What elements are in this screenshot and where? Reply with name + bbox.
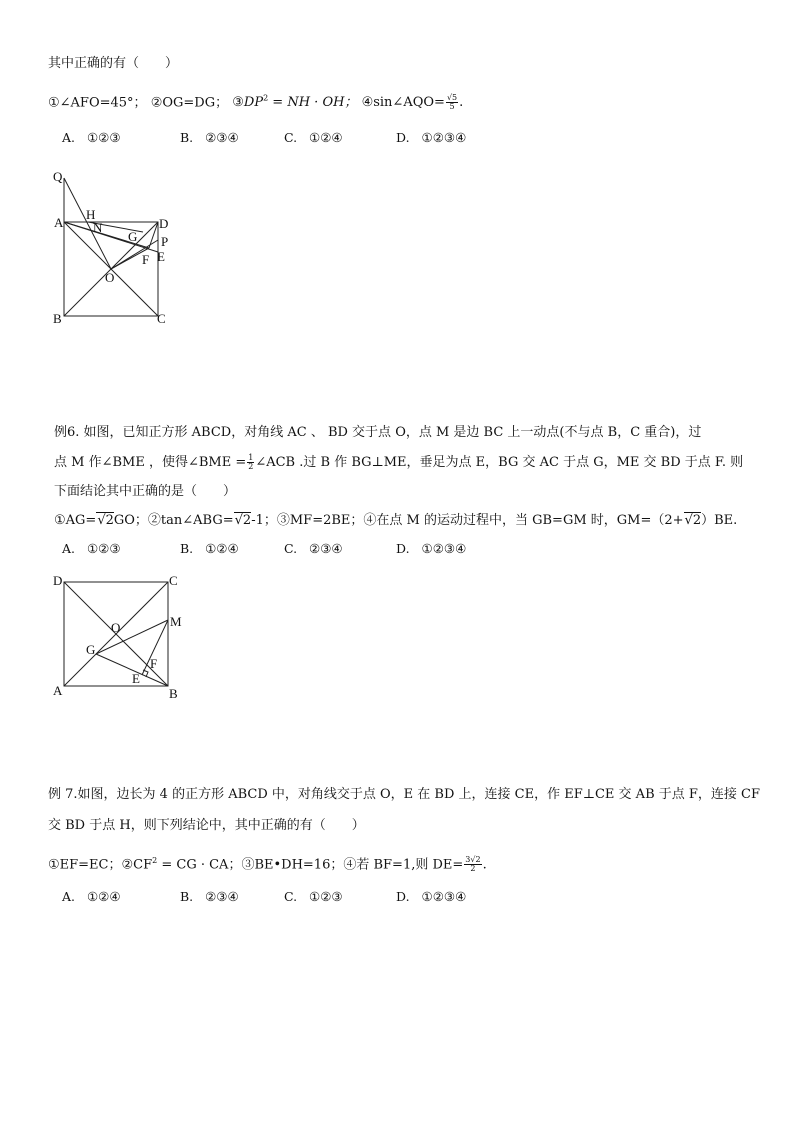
q5-statement-2: ②OG=DG； xyxy=(150,95,229,111)
q5-option-b[interactable]: B. ②③④ xyxy=(180,130,239,145)
q5-options xyxy=(62,130,466,146)
q7-option-a[interactable]: A. ①②④ xyxy=(62,889,121,904)
q5-square xyxy=(64,222,158,316)
q6-diagonal-bd xyxy=(64,582,168,686)
q5-label-f: F xyxy=(142,252,150,267)
q5-label-p: P xyxy=(161,234,169,249)
q5-option-d[interactable]: D. ①②③④ xyxy=(396,130,467,145)
q6-label-o: O xyxy=(111,620,121,635)
q6-label-b: B xyxy=(169,686,178,701)
q5-line-hg xyxy=(88,222,143,232)
q6-text-line-2: 点 M 作∠BME ，使得∠BME = $\frac{1}{2}$ ∠ACB .过 B 作 BG⊥ME，垂足为点 E，BG 交 AC 于点 G，ME 交 BD 于点 F. 则 xyxy=(54,453,744,471)
q6-option-b[interactable]: B. ①②④ xyxy=(180,541,239,556)
q5-diagonal-bd xyxy=(64,222,158,316)
q5-statement-4: ④sin∠AQO= $\frac{√5}{5}$ . xyxy=(361,93,464,112)
q5-line-ae xyxy=(64,222,158,252)
q6-label-a: A xyxy=(53,683,63,698)
q5-line-af xyxy=(64,222,149,248)
q7-option-b[interactable]: B. ②③④ xyxy=(180,889,239,904)
q5-statement-3: $③DP^2$ = NH · OH； xyxy=(232,94,358,111)
q6-label-c: C xyxy=(169,573,178,588)
q6-option-a[interactable]: A. ①②③ xyxy=(62,541,121,556)
q5-line-fd xyxy=(149,222,158,248)
q6-line-bg xyxy=(96,654,168,686)
q5-label-o: O xyxy=(105,270,115,285)
q5-prompt: 其中正确的有（ ） xyxy=(48,56,179,71)
q5-statement-1: ①∠AFO=45°； xyxy=(48,95,147,111)
q6-option-d[interactable]: D. ①②③④ xyxy=(396,541,467,556)
q6-options xyxy=(62,541,466,557)
q7-text-line-1: 例 7.如图，边长为 4 的正方形 ABCD 中，对角线交于点 O，E 在 BD 上，连接 CE，作 EF⊥CE 交 AB 于点 F，连接 CF xyxy=(48,787,761,802)
q6-line-gm xyxy=(96,620,168,654)
q6-option-c[interactable]: C. ②③④ xyxy=(284,541,343,556)
q7-options xyxy=(62,889,466,905)
q6-line-me xyxy=(142,620,168,675)
q5-label-e: E xyxy=(157,249,165,264)
q5-label-h: H xyxy=(86,207,96,222)
q7-option-d[interactable]: D. ①②③④ xyxy=(396,889,467,904)
q6-statements: ①AG=√2GO；②tan∠ABG=√2-1；③MF=2BE；④在点 M 的运动过程中，当 GB=GM 时，GM=（2+√2）BE. xyxy=(54,513,738,528)
q5-line-op xyxy=(111,240,158,269)
q7-statements: ①EF=EC；$②CF^2$ = CG · CA；③BE•DH=16；④若 BF=1,则 DE= $\frac{3√2}{2}$ . xyxy=(48,855,487,874)
q5-label-d: D xyxy=(159,216,169,231)
q5-label-b: B xyxy=(53,311,62,326)
q5-option-c[interactable]: C. ①②④ xyxy=(284,130,343,145)
q6-label-m: M xyxy=(170,614,182,629)
q5-option-a[interactable]: A. ①②③ xyxy=(62,130,121,145)
q5-label-g: G xyxy=(128,229,138,244)
q6-label-g: G xyxy=(86,642,96,657)
q7-option-c[interactable]: C. ①②③ xyxy=(284,889,343,904)
q5-line-of xyxy=(111,248,149,269)
q6-text-line-1: 例6. 如图，已知正方形 ABCD，对角线 AC 、 BD 交于点 O，点 M 是边 BC 上一动点(不与点 B，C 重合)，过 xyxy=(54,425,702,440)
q5-line-qo xyxy=(64,178,111,269)
q7-text-line-2: 交 BD 于点 H，则下列结论中，其中正确的有（ ） xyxy=(48,818,365,833)
q5-diagonal-ac xyxy=(64,222,158,316)
q6-diagonal-ac xyxy=(64,582,168,686)
q5-label-c: C xyxy=(157,311,166,326)
q5-label-a: A xyxy=(54,215,64,230)
q5-statements xyxy=(48,90,463,112)
q6-label-f: F xyxy=(150,656,158,671)
q6-label-d: D xyxy=(53,573,63,588)
q6-label-e: E xyxy=(132,671,140,686)
q6-square xyxy=(64,582,168,686)
q6-right-angle-mark xyxy=(143,670,148,677)
q6-text-line-3: 下面结论其中正确的是（ ） xyxy=(54,484,237,499)
q5-label-q: Q xyxy=(53,169,63,184)
q5-label-n: N xyxy=(93,220,103,235)
